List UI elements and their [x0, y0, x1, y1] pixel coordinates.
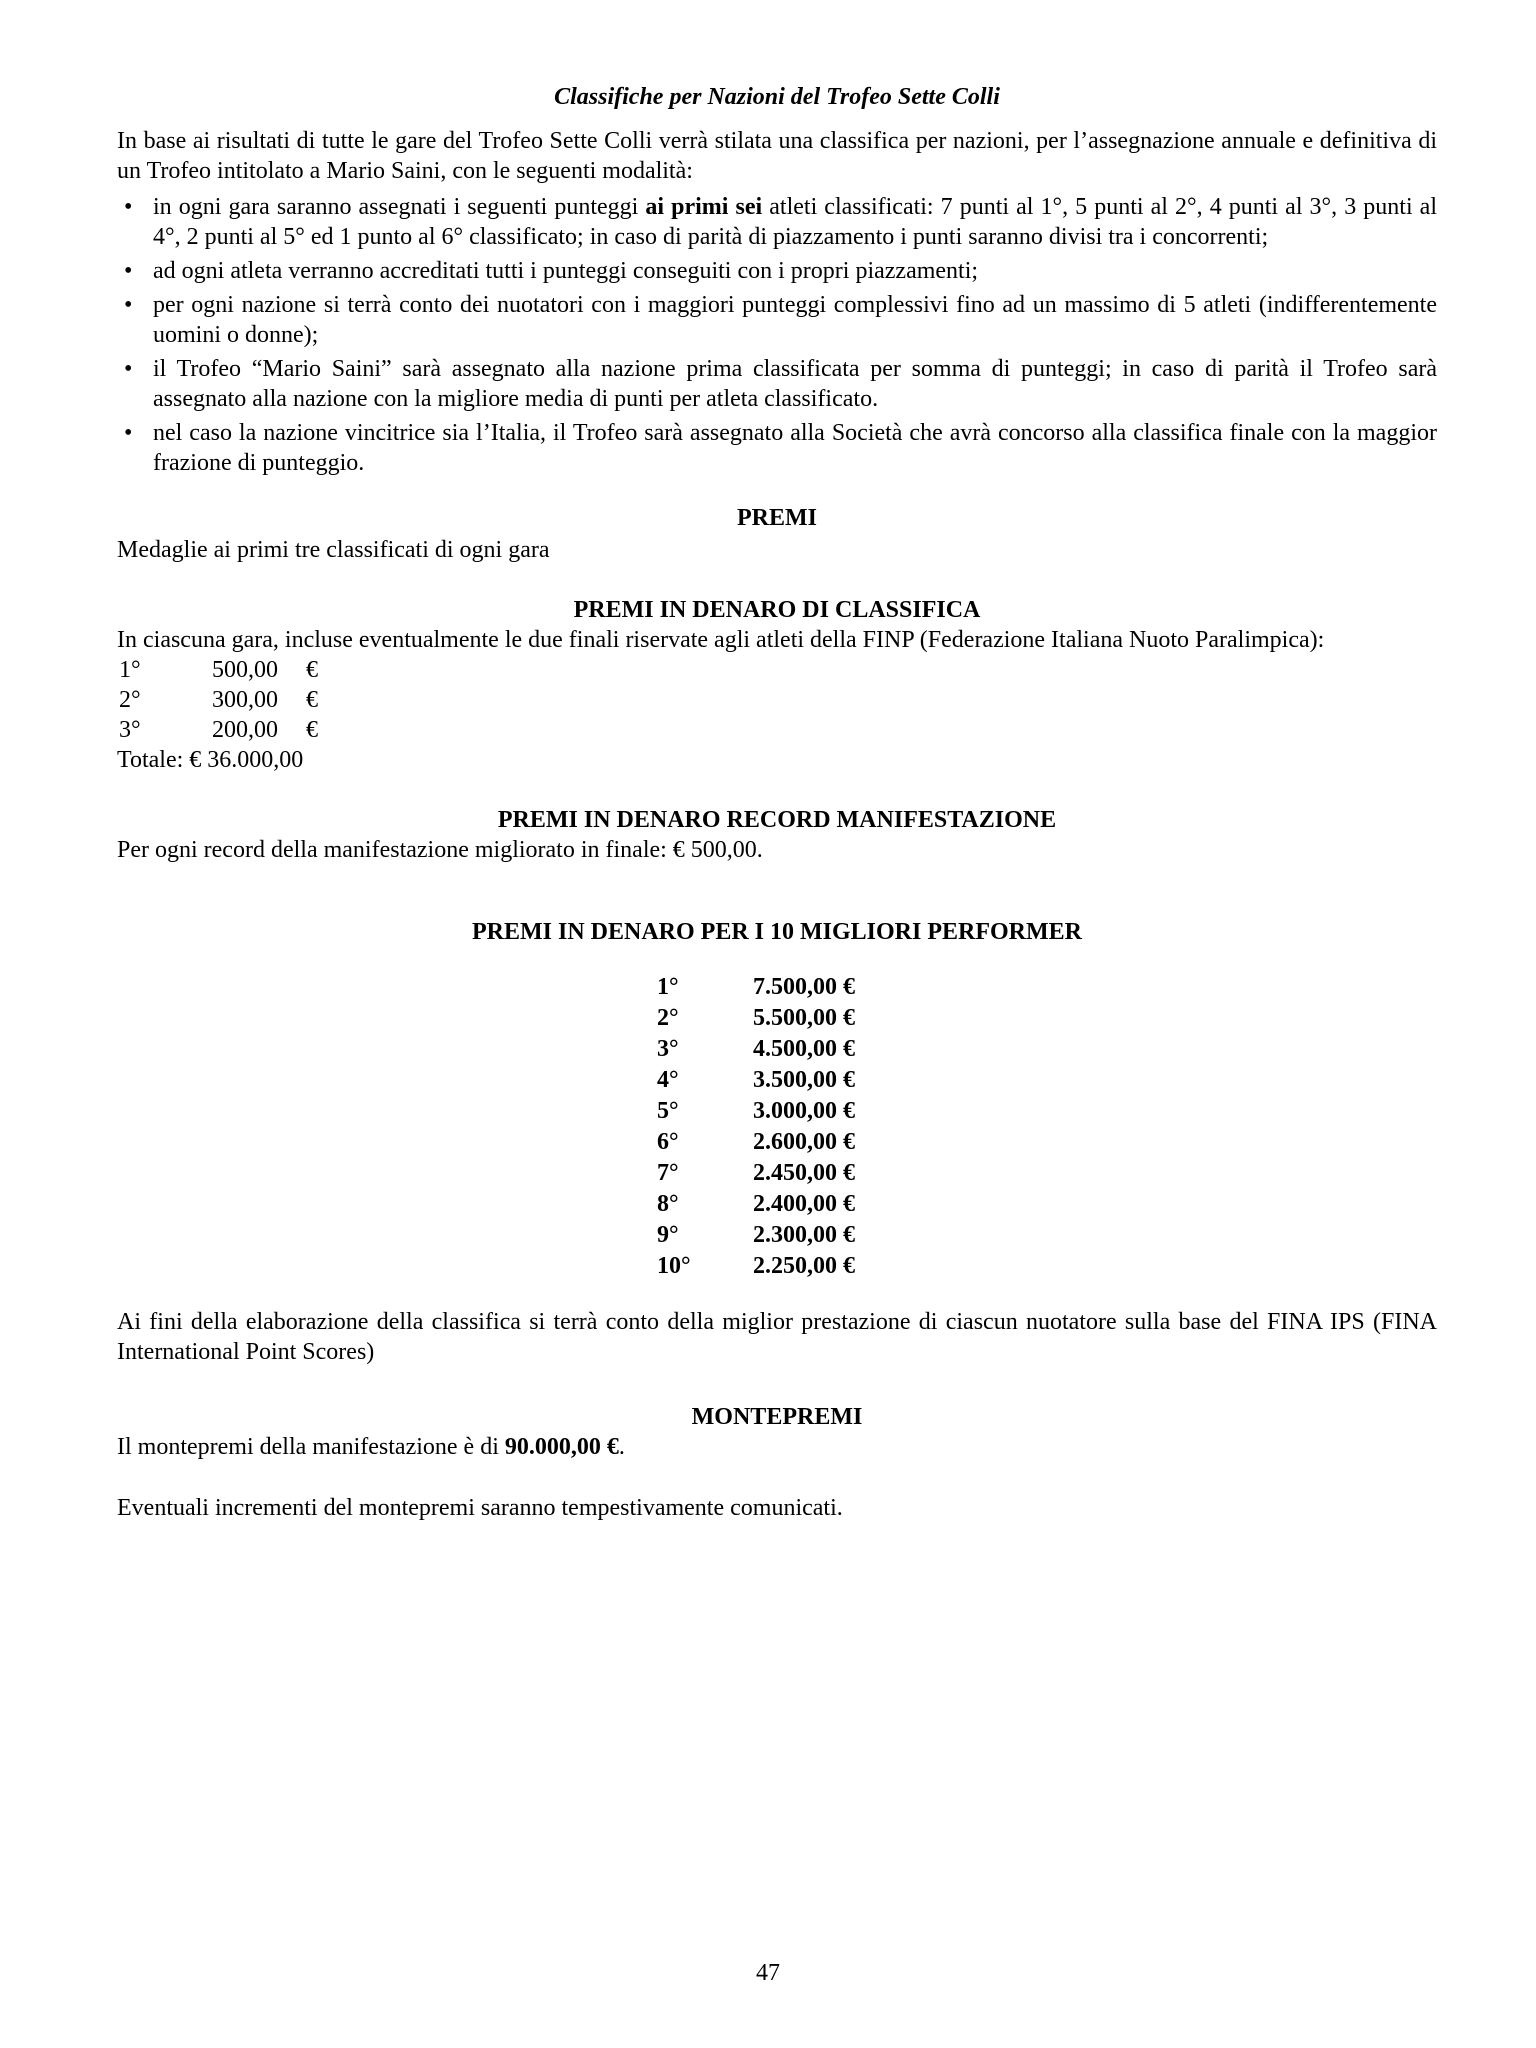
- performer-amount: 2.250,00 €: [753, 1253, 855, 1279]
- performer-rank: 9°: [657, 1222, 679, 1248]
- performer-amount: 2.400,00 €: [753, 1191, 855, 1217]
- performer-amount: 3.500,00 €: [753, 1067, 855, 1093]
- prize-rank: 1°: [119, 657, 141, 683]
- performer-rank: 10°: [657, 1253, 691, 1279]
- section-heading-premi-classifica: PREMI IN DENARO DI CLASSIFICA: [573, 597, 981, 623]
- performer-rank: 6°: [657, 1129, 679, 1155]
- performer-row: [117, 1220, 1437, 1251]
- performer-amount: 7.500,00 €: [753, 974, 855, 1000]
- rule-text: in ogni gara saranno assegnati i seguenti punteggi: [153, 194, 646, 220]
- performer-amount: 2.300,00 €: [753, 1222, 855, 1248]
- prize-currency: €: [306, 687, 318, 713]
- prize-row: [117, 685, 1437, 715]
- performer-prize-table: [117, 972, 1437, 1282]
- performer-row: [117, 1034, 1437, 1065]
- performer-rank: 7°: [657, 1160, 679, 1186]
- performer-row: [117, 1189, 1437, 1220]
- prize-currency: €: [306, 717, 318, 743]
- performer-row: [117, 972, 1437, 1003]
- page-content: [117, 0, 1437, 1523]
- performer-row: [117, 1127, 1437, 1158]
- performer-rank: 2°: [657, 1005, 679, 1031]
- performer-row: [117, 1065, 1437, 1096]
- prize-currency: €: [306, 657, 318, 683]
- section-heading-premi-performer: PREMI IN DENARO PER I 10 MIGLIORI PERFORMER: [471, 919, 1082, 945]
- montepremi-text-pre: Il montepremi della manifestazione è di: [117, 1434, 505, 1460]
- montepremi-text-post: .: [618, 1434, 625, 1460]
- performer-amount: 5.500,00 €: [753, 1005, 855, 1031]
- performer-amount: 2.450,00 €: [753, 1160, 855, 1186]
- performer-rank: 5°: [657, 1098, 679, 1124]
- performer-amount: 2.600,00 €: [753, 1129, 855, 1155]
- performer-row: [117, 1251, 1437, 1282]
- classifica-prize-table: [117, 655, 1437, 775]
- page-number: 47: [756, 1960, 780, 1986]
- record-note: Per ogni record della manifestazione migliorato in finale: € 500,00.: [117, 837, 763, 863]
- performer-rank: 4°: [657, 1067, 679, 1093]
- performer-rank: 8°: [657, 1191, 679, 1217]
- rules-list: [117, 192, 1437, 478]
- rule-item: [117, 192, 1437, 252]
- prize-row: [117, 715, 1437, 745]
- performer-row: [117, 1158, 1437, 1189]
- montepremi-amount: 90.000,00 €: [504, 1434, 619, 1460]
- performer-rank: 3°: [657, 1036, 679, 1062]
- performer-rank: 1°: [657, 974, 679, 1000]
- prize-amount: 500,00: [212, 657, 278, 683]
- performer-amount: 3.000,00 €: [753, 1098, 855, 1124]
- prize-amount: 300,00: [212, 687, 278, 713]
- rule-item: • il Trofeo “Mario Saini” sarà assegnato alla nazione prima classificata per somma di punteggi; in caso di parità il Trofeo sarà assegnato alla nazione con la migliore media di punti per atleta classificato.: [117, 354, 1437, 414]
- rule-text: atleti classificati: 7 punti al 1°, 5 punti al 2°, 4 punti al 3°, 3 punti al 4°, 2 punti al 5° ed 1 punto al 6° classificato; in caso di parità di piazzamento i punti saranno divisi tra i concorrenti;: [153, 194, 1437, 250]
- prize-row: [117, 655, 1437, 685]
- rule-text-bold: ai primi sei: [645, 194, 763, 220]
- classifica-intro: In ciascuna gara, incluse eventualmente le due finali riservate agli atleti della FINP (Federazione Italiana Nuoto Paralimpica):: [117, 627, 1325, 653]
- classifica-total: Totale: € 36.000,00: [117, 747, 304, 773]
- rule-item: • nel caso la nazione vincitrice sia l’Italia, il Trofeo sarà assegnato alla Società che avrà concorso alla classifica finale con la maggior frazione di punteggio.: [117, 418, 1437, 478]
- fina-note: Ai fini della elaborazione della classifica si terrà conto della miglior prestazione di ciascun nuotatore sulla base del FINA IPS (FINA International Point Scores): [117, 1309, 1437, 1365]
- section-heading-montepremi: MONTEPREMI: [691, 1404, 863, 1430]
- rule-item: • ad ogni atleta verranno accreditati tutti i punteggi conseguiti con i propri piazzamenti;: [117, 256, 1437, 286]
- medal-note: Medaglie ai primi tre classificati di ogni gara: [117, 537, 550, 563]
- intro-paragraph: In base ai risultati di tutte le gare del Trofeo Sette Colli verrà stilata una classifica per nazioni, per l’assegnazione annuale e definitiva di un Trofeo intitolato a Mario Saini, con le seguenti modalità:: [117, 128, 1437, 184]
- performer-amount: 4.500,00 €: [753, 1036, 855, 1062]
- montepremi-text: [117, 1432, 1437, 1462]
- section-heading-premi-record: PREMI IN DENARO RECORD MANIFESTAZIONE: [497, 807, 1057, 833]
- performer-row: [117, 1096, 1437, 1127]
- increments-note: Eventuali incrementi del montepremi saranno tempestivamente comunicati.: [117, 1495, 843, 1521]
- page-title: Classifiche per Nazioni del Trofeo Sette Colli: [554, 84, 1000, 110]
- prize-rank: 3°: [119, 717, 141, 743]
- prize-amount: 200,00: [212, 717, 278, 743]
- section-heading-premi: PREMI: [737, 505, 817, 531]
- performer-row: [117, 1003, 1437, 1034]
- rule-item: • per ogni nazione si terrà conto dei nuotatori con i maggiori punteggi complessivi fino ad un massimo di 5 atleti (indifferentemente uomini o donne);: [117, 290, 1437, 350]
- prize-rank: 2°: [119, 687, 141, 713]
